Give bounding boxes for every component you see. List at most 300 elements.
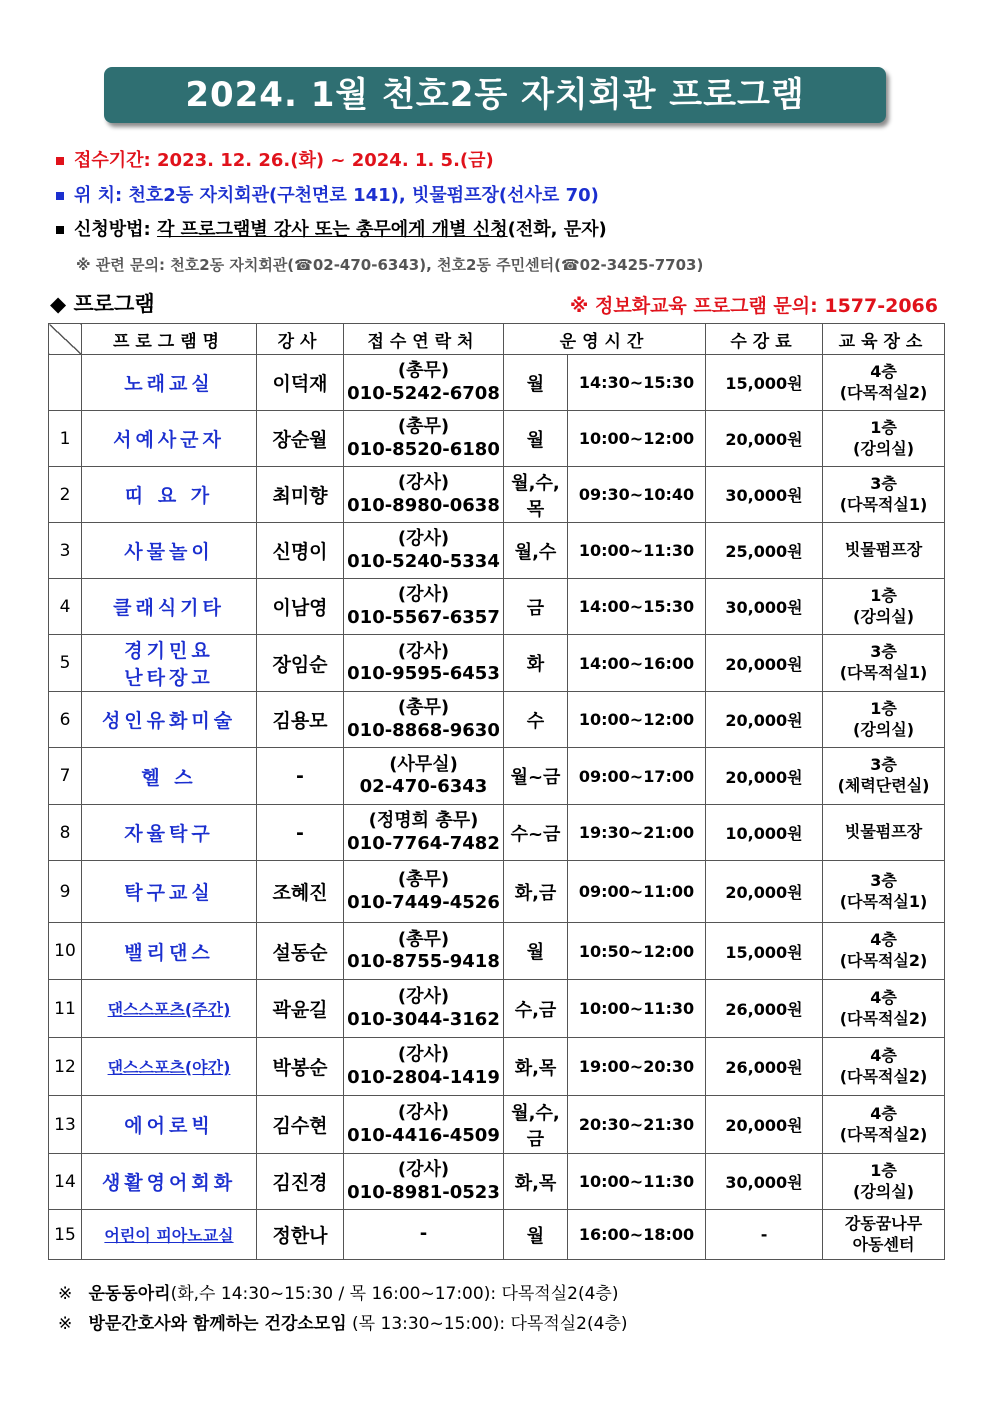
program-name <box>82 1210 257 1260</box>
class-location-place1: 빗물펌프장 <box>844 540 923 560</box>
table-row <box>49 980 945 1038</box>
teacher-name-teacher: 장임순 <box>272 653 328 676</box>
contact-info <box>344 692 504 748</box>
schedule-time-time: 14:00~15:30 <box>578 597 695 616</box>
program-name <box>82 923 257 980</box>
class-location-place1: 강동꿈나무 <box>844 1213 923 1233</box>
program-name <box>82 692 257 748</box>
tuition-fee <box>706 861 823 923</box>
teacher-name <box>257 355 344 411</box>
inquiry-note: ※ 관련 문의: 천호2동 자치회관(☎02-470-6343), 천호2동 주민센터(☎02-3425-7703) <box>76 256 704 274</box>
schedule-day-day: 월,수, <box>511 1102 560 1124</box>
contact-info-contact-role: (총무) <box>397 869 450 890</box>
contact-info-contact-phone: 010-8520-6180 <box>347 438 500 460</box>
schedule-day <box>504 692 568 748</box>
schedule-day-day: 월~금 <box>510 767 561 788</box>
footnote-1-detail: (화,수 14:30~15:30 / 목 16:00~17:00): 다목적실2(4층) <box>170 1284 619 1304</box>
class-location <box>823 579 945 635</box>
contact-info <box>344 923 504 980</box>
program-name <box>82 355 257 411</box>
schedule-day <box>504 635 568 692</box>
class-location-place2: (체력단련실) <box>837 776 930 795</box>
class-location-place2: (강의실) <box>853 606 915 626</box>
row-number-no: 4 <box>59 596 71 617</box>
row-number <box>49 635 82 692</box>
contact-info <box>344 980 504 1038</box>
schedule-day <box>504 411 568 467</box>
contact-info-contact-phone: 010-8981-0523 <box>347 1181 500 1203</box>
program-name <box>82 467 257 523</box>
row-number-no: 6 <box>59 709 71 730</box>
schedule-day <box>504 1154 568 1210</box>
class-location-place2: (다목적실2) <box>839 1124 928 1144</box>
program-name-name: 클래식기타 <box>113 597 225 619</box>
contact-info-contact-phone: 02-470-6343 <box>359 776 488 797</box>
section-title: ◆ 프로그램 <box>50 292 155 316</box>
tuition-fee <box>706 467 823 523</box>
info-location <box>56 181 599 207</box>
program-name-name: 띠 요 가 <box>124 485 214 507</box>
contact-info-contact-role: (강사) <box>397 986 450 1007</box>
tuition-fee-fee: 25,000원 <box>725 542 803 561</box>
schedule-day-day: 화,목 <box>514 1057 557 1079</box>
tuition-fee-fee: 26,000원 <box>725 1058 803 1077</box>
schedule-time <box>568 861 706 923</box>
schedule-day <box>504 923 568 980</box>
program-table <box>48 323 945 1260</box>
class-location-place1: 3층 <box>870 870 897 890</box>
schedule-time-time: 19:00~20:30 <box>578 1057 695 1076</box>
header-place: 교육장소 <box>823 324 945 355</box>
schedule-time-time: 20:30~21:30 <box>578 1115 695 1134</box>
schedule-day <box>504 980 568 1038</box>
row-number-no: 15 <box>54 1224 76 1245</box>
row-number-no: 1 <box>59 428 71 449</box>
teacher-name <box>257 579 344 635</box>
schedule-time-time: 14:00~16:00 <box>578 653 695 673</box>
program-name-name: 어린이 피아노교실 <box>104 1226 234 1245</box>
tuition-fee-fee: 20,000원 <box>725 1116 803 1135</box>
class-location <box>823 523 945 579</box>
contact-info-contact-phone: 010-9595-6453 <box>347 663 500 684</box>
class-location <box>823 980 945 1038</box>
schedule-day <box>504 523 568 579</box>
contact-info-contact-role: (강사) <box>397 528 450 549</box>
tuition-fee-fee: 10,000원 <box>725 824 803 843</box>
class-location <box>823 1096 945 1154</box>
tuition-fee <box>706 748 823 805</box>
schedule-day <box>504 1210 568 1260</box>
program-name <box>82 980 257 1038</box>
tuition-fee-fee: 30,000원 <box>725 598 803 617</box>
contact-info-contact-phone: 010-7764-7482 <box>347 832 500 854</box>
program-name <box>82 861 257 923</box>
program-name-name: 에어로빅 <box>124 1115 214 1137</box>
schedule-time <box>568 1154 706 1210</box>
contact-info-contact-role: (총무) <box>397 928 450 950</box>
program-name <box>82 411 257 467</box>
program-name-name: 자율탁구 <box>124 823 214 845</box>
teacher-name-teacher: 곽윤길 <box>272 999 328 1021</box>
contact-info-contact-role: (강사) <box>397 1102 450 1123</box>
program-name <box>82 523 257 579</box>
row-number <box>49 1154 82 1210</box>
contact-info <box>344 635 504 692</box>
table-header-row <box>49 324 945 355</box>
schedule-day-day: 화 <box>526 654 545 675</box>
schedule-day <box>504 861 568 923</box>
class-location-place2: (강의실) <box>853 719 915 739</box>
schedule-time <box>568 692 706 748</box>
contact-info-contact-phone: 010-5242-6708 <box>347 382 500 404</box>
row-number-no: 3 <box>59 540 71 561</box>
teacher-name <box>257 805 344 861</box>
class-location-place2: (다목적실2) <box>839 1008 928 1028</box>
schedule-time <box>568 1210 706 1260</box>
class-location-place1: 3층 <box>870 755 897 775</box>
schedule-time-time: 10:00~12:00 <box>578 710 695 729</box>
table-row <box>49 411 945 467</box>
tuition-fee <box>706 923 823 980</box>
tuition-fee <box>706 579 823 635</box>
table-row <box>49 1210 945 1260</box>
class-location-place2: (다목적실1) <box>839 891 928 911</box>
footnote-2-detail: (목 13:30~15:00): 다목적실2(4층) <box>352 1314 628 1334</box>
class-location <box>823 1154 945 1210</box>
tuition-fee-fee: 20,000원 <box>725 767 803 787</box>
class-location <box>823 635 945 692</box>
row-number <box>49 1096 82 1154</box>
header-contact: 접수연락처 <box>344 324 504 355</box>
table-row <box>49 805 945 861</box>
contact-info <box>344 748 504 805</box>
schedule-day-day: 월,수,목 <box>511 472 560 520</box>
row-number-no: 7 <box>59 766 71 786</box>
schedule-time <box>568 980 706 1038</box>
teacher-name-teacher: 조혜진 <box>272 882 328 904</box>
class-location <box>823 355 945 411</box>
program-name-name: 헬 스 <box>141 766 197 789</box>
schedule-day <box>504 579 568 635</box>
class-location <box>823 467 945 523</box>
program-name <box>82 1096 257 1154</box>
schedule-time-time: 19:30~21:00 <box>578 823 695 842</box>
schedule-day <box>504 805 568 861</box>
row-number <box>49 805 82 861</box>
class-location-place2: 아동센터 <box>852 1234 915 1254</box>
contact-info-contact-phone: 010-8868-9630 <box>347 719 500 741</box>
tuition-fee-fee: 20,000원 <box>725 654 803 674</box>
program-name-name: 노래교실 <box>124 373 214 395</box>
class-location <box>823 861 945 923</box>
class-location-place1: 1층 <box>870 585 897 605</box>
schedule-day-day: 금 <box>526 597 545 619</box>
teacher-name <box>257 1096 344 1154</box>
footnote-1 <box>58 1279 618 1304</box>
row-number <box>49 1210 82 1260</box>
tuition-fee <box>706 1096 823 1154</box>
tuition-fee <box>706 980 823 1038</box>
row-number <box>49 923 82 980</box>
teacher-name-teacher: 박봉순 <box>272 1057 328 1079</box>
bullet-square-icon <box>56 192 64 200</box>
contact-info-contact-phone: 010-8980-0638 <box>347 494 500 516</box>
table-row <box>49 579 945 635</box>
contact-info <box>344 1210 504 1260</box>
teacher-name-teacher: 김용모 <box>272 710 328 732</box>
row-number <box>49 692 82 748</box>
teacher-name <box>257 1154 344 1210</box>
bullet-square-icon <box>56 226 64 234</box>
header-time: 운영시간 <box>504 324 706 355</box>
tuition-fee <box>706 523 823 579</box>
schedule-time <box>568 923 706 980</box>
program-name-name: 밸리댄스 <box>124 941 214 964</box>
table-row <box>49 748 945 805</box>
schedule-time-time: 09:30~10:40 <box>578 485 695 504</box>
schedule-time-time: 10:50~12:00 <box>578 941 695 961</box>
footnote-2 <box>58 1309 628 1334</box>
teacher-name <box>257 467 344 523</box>
class-location-place1: 4층 <box>870 1103 897 1123</box>
teacher-name <box>257 861 344 923</box>
row-number <box>49 748 82 805</box>
schedule-time-time: 10:00~11:30 <box>578 541 695 560</box>
schedule-time-time: 14:30~15:30 <box>578 373 695 392</box>
class-location <box>823 748 945 805</box>
row-number-no: 8 <box>59 822 71 843</box>
contact-info-contact-role: (총무) <box>397 360 450 381</box>
table-row <box>49 635 945 692</box>
contact-info-contact-phone: 010-7449-4526 <box>347 891 500 913</box>
table-row <box>49 861 945 923</box>
teacher-name <box>257 980 344 1038</box>
row-number-no: 14 <box>54 1171 76 1192</box>
tuition-fee-fee: 20,000원 <box>725 711 803 730</box>
program-name-name: 탁구교실 <box>124 882 214 904</box>
program-name-name: 사물놀이 <box>124 541 214 563</box>
contact-info <box>344 523 504 579</box>
class-location-place2: (다목적실1) <box>839 494 928 514</box>
schedule-time <box>568 748 706 805</box>
contact-info-contact-role: (강사) <box>397 472 450 493</box>
row-number <box>49 861 82 923</box>
header-program: 프로그램명 <box>82 324 257 355</box>
program-name-name: 댄스스포츠(야간) <box>107 1058 231 1077</box>
program-name-name: 경기민요 <box>124 640 214 662</box>
info-method <box>56 215 607 241</box>
program-name <box>82 1038 257 1096</box>
schedule-time <box>568 635 706 692</box>
teacher-name-teacher: 이남영 <box>272 597 328 619</box>
row-number-no: 2 <box>59 484 71 505</box>
schedule-day-day: 수,금 <box>514 999 557 1021</box>
section-contact: ※ 정보화교육 프로그램 문의: 1577-2066 <box>569 295 938 317</box>
class-location <box>823 411 945 467</box>
class-location-place2: (강의실) <box>853 1181 915 1201</box>
class-location <box>823 1210 945 1260</box>
row-number-no: 5 <box>59 653 71 673</box>
bullet-square-icon <box>56 157 64 165</box>
teacher-name-teacher: 정한나 <box>272 1225 328 1247</box>
contact-info-contact-role: (강사) <box>397 584 450 605</box>
row-number-no: 10 <box>54 941 76 961</box>
tuition-fee-fee: 20,000원 <box>725 883 803 902</box>
class-location-place1: 4층 <box>870 930 897 950</box>
schedule-day <box>504 467 568 523</box>
schedule-time-time: 10:00~12:00 <box>578 429 695 448</box>
location-value: 천호2동 자치회관(구천면로 141), 빗물펌프장(선사로 70) <box>128 185 599 206</box>
footnote-mark: ※ <box>58 1284 73 1304</box>
teacher-name <box>257 692 344 748</box>
class-location <box>823 923 945 980</box>
tuition-fee-fee: - <box>760 1225 768 1244</box>
tuition-fee <box>706 411 823 467</box>
program-name <box>82 635 257 692</box>
contact-info-contact-role: (총무) <box>397 697 450 718</box>
tuition-fee-fee: 30,000원 <box>725 486 803 505</box>
class-location-place1: 3층 <box>870 642 897 662</box>
contact-info <box>344 355 504 411</box>
schedule-time-time: 16:00~18:00 <box>578 1225 695 1244</box>
contact-info-contact-phone: 010-5567-6357 <box>347 606 500 628</box>
schedule-day-day: 화,목 <box>514 1172 557 1194</box>
table-row <box>49 1154 945 1210</box>
schedule-time <box>568 579 706 635</box>
schedule-day-day: 월,수 <box>514 541 557 563</box>
page-title: 2024. 1월 천호2동 자치회관 프로그램 <box>104 67 886 123</box>
schedule-time <box>568 467 706 523</box>
teacher-name-teacher: - <box>296 765 304 787</box>
method-label: 신청방법: <box>74 219 151 240</box>
class-location <box>823 692 945 748</box>
row-number-no: 12 <box>54 1056 76 1077</box>
teacher-name-teacher: 신명이 <box>272 541 328 563</box>
table-row <box>49 923 945 980</box>
class-location-place2: (다목적실2) <box>839 951 928 970</box>
contact-info-contact-phone: 010-2804-1419 <box>347 1066 500 1088</box>
contact-info <box>344 805 504 861</box>
teacher-name-teacher: 김수현 <box>272 1115 328 1137</box>
tuition-fee-fee: 15,000원 <box>725 374 803 393</box>
program-name-name: 생활영어회화 <box>101 1172 237 1194</box>
class-location-place1: 1층 <box>870 417 897 437</box>
header-fee: 수강료 <box>706 324 823 355</box>
location-label: 위 치: <box>74 185 123 206</box>
program-name <box>82 748 257 805</box>
teacher-name-teacher: 장순월 <box>272 429 328 451</box>
program-name <box>82 1154 257 1210</box>
tuition-fee <box>706 1154 823 1210</box>
row-number-no: 9 <box>59 881 71 902</box>
contact-info-contact-role: (사무실) <box>389 753 458 775</box>
table-row <box>49 1038 945 1096</box>
class-location-place1: 4층 <box>870 987 897 1007</box>
contact-info-contact-role: (총무) <box>397 416 450 437</box>
teacher-name <box>257 635 344 692</box>
row-number <box>49 411 82 467</box>
header-corner <box>49 324 82 355</box>
teacher-name <box>257 1038 344 1096</box>
table-row <box>49 467 945 523</box>
class-location-place1: 3층 <box>870 473 897 493</box>
row-number <box>49 579 82 635</box>
row-number <box>49 980 82 1038</box>
row-number <box>49 523 82 579</box>
class-location-place2: (강의실) <box>853 438 915 458</box>
contact-info-contact-role: (강사) <box>397 640 450 662</box>
class-location-place1: 1층 <box>870 698 897 718</box>
tuition-fee-fee: 15,000원 <box>725 942 803 962</box>
contact-info <box>344 579 504 635</box>
class-location-place2: (다목적실2) <box>839 1066 928 1086</box>
schedule-time <box>568 1096 706 1154</box>
table-row <box>49 523 945 579</box>
header-teacher: 강사 <box>257 324 344 355</box>
schedule-time-time: 10:00~11:30 <box>578 999 695 1018</box>
teacher-name-teacher: 설동순 <box>272 941 328 964</box>
teacher-name-teacher: 김진경 <box>272 1172 328 1194</box>
contact-info <box>344 467 504 523</box>
period-label: 접수기간: <box>74 150 151 171</box>
program-name <box>82 579 257 635</box>
contact-info-contact-phone: 010-5240-5334 <box>347 550 500 572</box>
schedule-time-time: 09:00~11:00 <box>578 882 695 901</box>
class-location <box>823 805 945 861</box>
class-location <box>823 1038 945 1096</box>
row-number <box>49 1038 82 1096</box>
program-name-name: 서예사군자 <box>113 429 225 451</box>
footnote-1-title: 운동동아리 <box>88 1284 171 1304</box>
teacher-name <box>257 748 344 805</box>
table-row <box>49 355 945 411</box>
contact-info <box>344 411 504 467</box>
schedule-day-day: 화,금 <box>514 882 557 904</box>
tuition-fee <box>706 692 823 748</box>
class-location-place1: 1층 <box>870 1160 897 1180</box>
teacher-name-teacher: 이덕재 <box>272 373 328 395</box>
schedule-time-time: 09:00~17:00 <box>578 766 695 786</box>
teacher-name-teacher: 최미향 <box>272 485 328 507</box>
schedule-time <box>568 355 706 411</box>
tuition-fee-fee: 26,000원 <box>725 1000 803 1019</box>
contact-info-contact-role: (정명희 총무) <box>368 810 479 831</box>
schedule-time <box>568 411 706 467</box>
schedule-time <box>568 805 706 861</box>
tuition-fee <box>706 355 823 411</box>
schedule-time <box>568 523 706 579</box>
tuition-fee-fee: 20,000원 <box>725 430 803 449</box>
tuition-fee-fee: 30,000원 <box>725 1173 803 1192</box>
class-location-place2: (다목적실2) <box>839 382 928 402</box>
teacher-name <box>257 411 344 467</box>
schedule-day-day: 월 <box>526 942 545 963</box>
schedule-time-time: 10:00~11:30 <box>578 1172 695 1191</box>
schedule-day <box>504 748 568 805</box>
class-location-place1: 4층 <box>870 361 897 381</box>
tuition-fee <box>706 635 823 692</box>
teacher-name <box>257 523 344 579</box>
period-value: 2023. 12. 26.(화) ~ 2024. 1. 5.(금) <box>157 150 494 171</box>
contact-info <box>344 1096 504 1154</box>
tuition-fee <box>706 805 823 861</box>
row-number <box>49 355 82 411</box>
schedule-day <box>504 1038 568 1096</box>
row-number-no: 13 <box>54 1114 76 1135</box>
class-location-place2: (다목적실1) <box>839 663 928 682</box>
row-number <box>49 467 82 523</box>
method-value-rest: (전화, 문자) <box>507 219 607 240</box>
